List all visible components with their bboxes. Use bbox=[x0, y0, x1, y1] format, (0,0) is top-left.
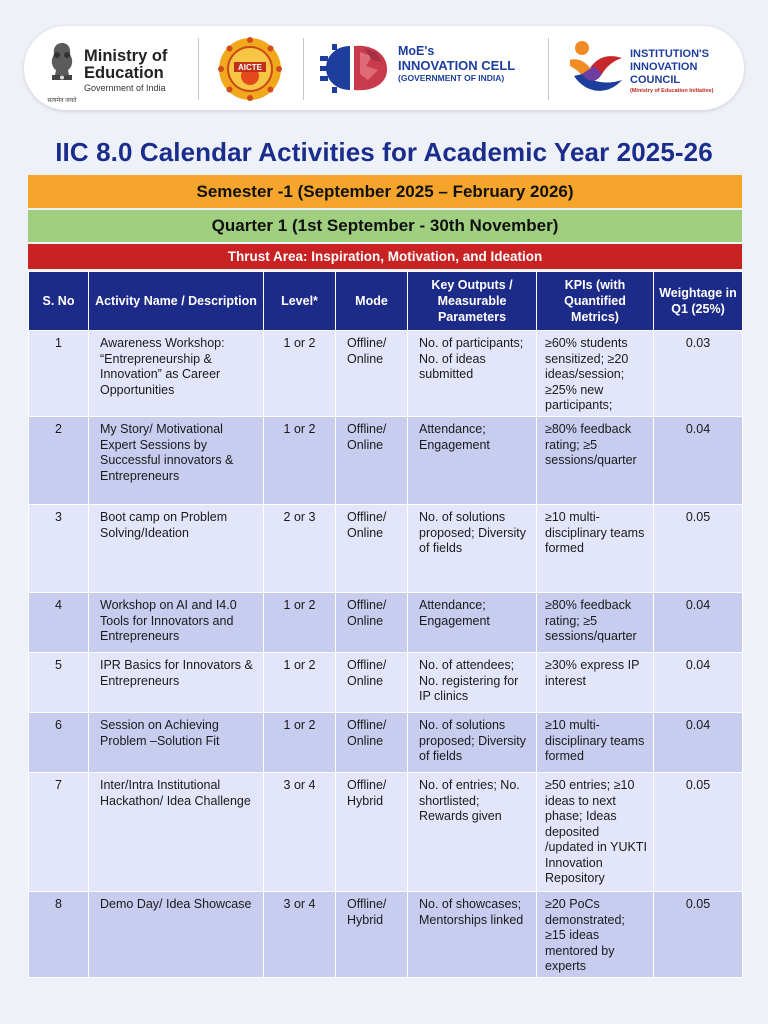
table-row bbox=[29, 505, 743, 593]
cell-activity: My Story/ Motivational Expert Sessions by Successful innovators & Entrepreneurs bbox=[89, 417, 264, 505]
cell-kpis: ≥10 multi-disciplinary teams formed bbox=[537, 505, 654, 593]
cell-activity: Session on Achieving Problem –Solution Fit bbox=[89, 713, 264, 773]
cell-sno: 7 bbox=[29, 773, 89, 892]
innovation-cell-line2: INNOVATION CELL bbox=[398, 58, 516, 73]
cell-mode: Offline/ Hybrid bbox=[336, 892, 408, 978]
cell-activity: Awareness Workshop: “Entrepreneurship & Innovation” as Career Opportunities bbox=[89, 331, 264, 417]
iic-logo-icon bbox=[564, 36, 628, 102]
cell-mode: Offline/ Hybrid bbox=[336, 773, 408, 892]
moe-logo-text bbox=[84, 48, 167, 93]
logo-divider bbox=[198, 38, 199, 100]
cell-sno: 1 bbox=[29, 331, 89, 417]
cell-level: 1 or 2 bbox=[264, 593, 336, 653]
table-row bbox=[29, 593, 743, 653]
cell-weightage: 0.04 bbox=[654, 713, 743, 773]
cell-mode: Offline/ Online bbox=[336, 331, 408, 417]
cell-outputs: No. of solutions proposed; Diversity of fields bbox=[408, 713, 537, 773]
cell-weightage: 0.05 bbox=[654, 892, 743, 978]
cell-weightage: 0.03 bbox=[654, 331, 743, 417]
aicte-name: AICTE bbox=[238, 63, 262, 72]
cell-level: 2 or 3 bbox=[264, 505, 336, 593]
table-row bbox=[29, 892, 743, 978]
iic-subtitle: (Ministry of Education Initiative) bbox=[630, 88, 714, 94]
cell-sno: 4 bbox=[29, 593, 89, 653]
logo-divider bbox=[548, 38, 549, 100]
cell-activity: Demo Day/ Idea Showcase bbox=[89, 892, 264, 978]
innovation-cell-brain-icon bbox=[320, 40, 392, 96]
iic-line2: INNOVATION bbox=[630, 61, 698, 73]
cell-activity: Workshop on AI and I4.0 Tools for Innovators and Entrepreneurs bbox=[89, 593, 264, 653]
cell-kpis: ≥20 PoCs demonstrated; ≥15 ideas mentored by experts bbox=[537, 892, 654, 978]
cell-outputs: No. of participants; No. of ideas submitted bbox=[408, 331, 537, 417]
cell-kpis: ≥10 multi-disciplinary teams formed bbox=[537, 713, 654, 773]
moe-title-line1: Ministry of bbox=[84, 47, 168, 65]
cell-sno: 8 bbox=[29, 892, 89, 978]
innovation-cell-line1: MoE's bbox=[398, 44, 435, 58]
cell-outputs: No. of showcases; Mentorships linked bbox=[408, 892, 537, 978]
cell-kpis: ≥60% students sensitized; ≥20 ideas/session; ≥25% new participants; bbox=[537, 331, 654, 417]
cell-mode: Offline/ Online bbox=[336, 653, 408, 713]
cell-level: 1 or 2 bbox=[264, 713, 336, 773]
table-row bbox=[29, 773, 743, 892]
cell-mode: Offline/ Online bbox=[336, 417, 408, 505]
cell-weightage: 0.05 bbox=[654, 773, 743, 892]
table-row bbox=[29, 713, 743, 773]
iic-text bbox=[630, 48, 713, 94]
emblem-caption: सत्यमेव जयते bbox=[47, 98, 77, 104]
cell-level: 3 or 4 bbox=[264, 892, 336, 978]
cell-outputs: No. of solutions proposed; Diversity of fields bbox=[408, 505, 537, 593]
col-header-level: Level* bbox=[264, 272, 336, 331]
cell-level: 1 or 2 bbox=[264, 653, 336, 713]
col-header-activity: Activity Name / Description bbox=[89, 272, 264, 331]
cell-activity: Boot camp on Problem Solving/Ideation bbox=[89, 505, 264, 593]
logo-divider bbox=[303, 38, 304, 100]
page-title: IIC 8.0 Calendar Activities for Academic Year 2025-26 bbox=[55, 137, 713, 167]
cell-outputs: No. of attendees; No. registering for IP clinics bbox=[408, 653, 537, 713]
col-header-sno: S. No bbox=[29, 272, 89, 331]
cell-activity: IPR Basics for Innovators & Entrepreneurs bbox=[89, 653, 264, 713]
table-header-row bbox=[29, 272, 743, 331]
innovation-cell-line3: (GOVERNMENT OF INDIA) bbox=[398, 73, 505, 83]
national-emblem-icon bbox=[44, 39, 80, 97]
thrust-area-banner: Thrust Area: Inspiration, Motivation, and Ideation bbox=[28, 244, 742, 269]
quarter-banner: Quarter 1 (1st September - 30th November) bbox=[28, 210, 742, 242]
cell-sno: 5 bbox=[29, 653, 89, 713]
col-header-outputs: Key Outputs / Measurable Parameters bbox=[408, 272, 537, 331]
cell-weightage: 0.04 bbox=[654, 417, 743, 505]
semester-banner: Semester -1 (September 2025 – February 2026) bbox=[28, 175, 742, 208]
table-row bbox=[29, 417, 743, 505]
cell-kpis: ≥30% express IP interest bbox=[537, 653, 654, 713]
innovation-cell-text bbox=[398, 44, 515, 84]
cell-outputs: No. of entries; No. shortlisted; Rewards given bbox=[408, 773, 537, 892]
aicte-logo-icon bbox=[217, 36, 283, 102]
cell-kpis: ≥80% feedback rating; ≥5 sessions/quarter bbox=[537, 417, 654, 505]
col-header-kpis: KPIs (with Quantified Metrics) bbox=[537, 272, 654, 331]
activities-table bbox=[28, 271, 743, 978]
cell-mode: Offline/ Online bbox=[336, 713, 408, 773]
cell-outputs: Attendance; Engagement bbox=[408, 593, 537, 653]
cell-level: 1 or 2 bbox=[264, 331, 336, 417]
cell-mode: Offline/ Online bbox=[336, 505, 408, 593]
table-row bbox=[29, 653, 743, 713]
cell-kpis: ≥80% feedback rating; ≥5 sessions/quarter bbox=[537, 593, 654, 653]
cell-sno: 3 bbox=[29, 505, 89, 593]
cell-kpis: ≥50 entries; ≥10 ideas to next phase; Ideas deposited /updated in YUKTI Innovation Repository bbox=[537, 773, 654, 892]
col-header-mode: Mode bbox=[336, 272, 408, 331]
cell-sno: 2 bbox=[29, 417, 89, 505]
cell-outputs: Attendance; Engagement bbox=[408, 417, 537, 505]
cell-activity: Inter/Intra Institutional Hackathon/ Idea Challenge bbox=[89, 773, 264, 892]
moe-subtitle: Government of India bbox=[84, 83, 166, 93]
cell-sno: 6 bbox=[29, 713, 89, 773]
col-header-weightage: Weightage in Q1 (25%) bbox=[654, 272, 743, 331]
iic-line3: COUNCIL bbox=[630, 74, 681, 86]
cell-mode: Offline/ Online bbox=[336, 593, 408, 653]
cell-level: 3 or 4 bbox=[264, 773, 336, 892]
moe-title-line2: Education bbox=[84, 64, 164, 82]
cell-weightage: 0.04 bbox=[654, 593, 743, 653]
cell-weightage: 0.04 bbox=[654, 653, 743, 713]
table-row bbox=[29, 331, 743, 417]
iic-line1: INSTITUTION'S bbox=[630, 48, 710, 60]
cell-weightage: 0.05 bbox=[654, 505, 743, 593]
cell-level: 1 or 2 bbox=[264, 417, 336, 505]
logo-header bbox=[24, 26, 744, 110]
